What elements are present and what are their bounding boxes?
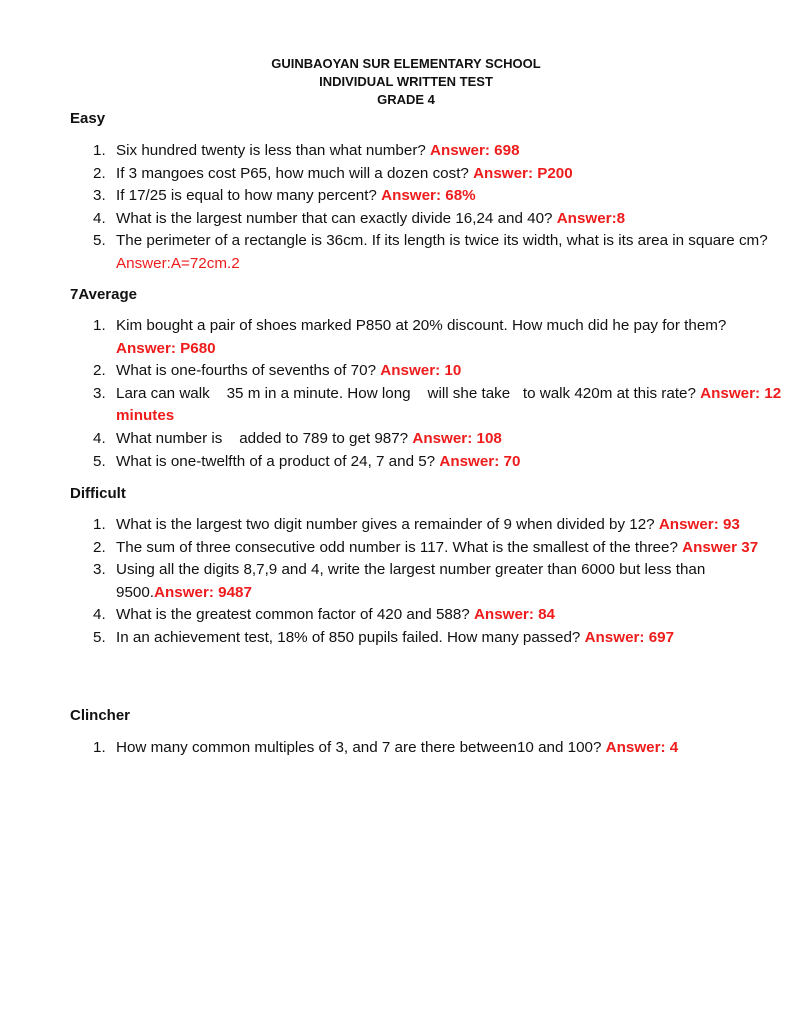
question-item (116, 537, 786, 560)
section-title-easy: Easy (70, 110, 106, 127)
question-text: Lara can walk 35 m in a minute. How long will she take to walk 420m at this rate? (116, 384, 701, 402)
question-item (116, 514, 786, 537)
answer-text: Answer: 698 (430, 142, 520, 159)
answer-text: Answer 37 (682, 538, 759, 556)
school-name: GUINBAOYAN SUR ELEMENTARY SCHOOL (271, 56, 541, 71)
average-question-list (70, 315, 786, 473)
question-text: If 3 mangoes cost P65, how much will a dozen cost? (116, 164, 474, 182)
document-header (0, 55, 812, 109)
answer-text: Answer: 697 (584, 628, 675, 646)
question-item (116, 627, 786, 650)
answer-text: Answer: 108 (412, 429, 502, 447)
question-item (116, 315, 786, 360)
answer-text: Answer: 70 (439, 452, 521, 470)
answer-text: Answer: 84 (473, 606, 555, 624)
answer-text: Answer: 12 minutes (116, 384, 782, 425)
question-text: What is one-twelfth of a product of 24, 7 and 5? (116, 452, 440, 470)
answer-text: Answer: P200 (473, 164, 573, 182)
question-item (116, 428, 786, 451)
question-text: Kim bought a pair of shoes marked P850 at 20% discount. How much did he pay for them? (116, 317, 727, 334)
question-item (116, 383, 786, 428)
answer-text: Answer: 9487 (154, 583, 252, 601)
question-item (116, 559, 786, 604)
question-text: The perimeter of a rectangle is 36cm. If its length is twice its width, what is its area in square cm? (116, 232, 768, 250)
question-text: What is the greatest common factor of 420 and 588? (116, 606, 474, 624)
question-item (116, 185, 786, 208)
section-title-difficult: Difficult (70, 485, 126, 502)
question-text: What number is added to 789 to get 987? (116, 429, 413, 447)
test-title: INDIVIDUAL WRITTEN TEST (319, 74, 493, 89)
answer-text: Answer: 4 (605, 739, 679, 756)
answer-text: Answer:8 (556, 209, 626, 227)
question-item (116, 604, 786, 627)
question-item (116, 208, 786, 231)
question-text: If 17/25 is equal to how many percent? (116, 187, 382, 205)
clincher-question-list (70, 737, 786, 760)
question-item (116, 737, 786, 760)
question-text: What is one-fourths of sevenths of 70? (116, 362, 381, 380)
answer-text: Answer: 68% (381, 187, 476, 205)
section-title-clincher: Clincher (70, 707, 131, 724)
question-text: How many common multiples of 3, and 7 are there between10 and 100? (116, 739, 606, 756)
question-item (116, 230, 786, 275)
question-text: In an achievement test, 18% of 850 pupils failed. How many passed? (116, 628, 585, 646)
answer-text: Answer: 93 (658, 516, 740, 533)
question-item (116, 140, 786, 163)
answer-text: Answer:A=72cm.2 (116, 254, 240, 272)
easy-question-list (70, 140, 786, 276)
question-text: Six hundred twenty is less than what number? (116, 142, 431, 159)
grade-label: GRADE 4 (377, 92, 435, 107)
question-text: Using all the digits 8,7,9 and 4, write the largest number greater than 6000 but less than 9500. (116, 561, 706, 601)
question-item (116, 360, 786, 383)
question-text: What is the largest two digit number gives a remainder of 9 when divided by 12? (116, 516, 659, 533)
question-text: What is the largest number that can exactly divide 16,24 and 40? (116, 209, 557, 227)
section-title-average: 7Average (70, 286, 137, 303)
question-item (116, 163, 786, 186)
difficult-question-list (70, 514, 786, 650)
question-item (116, 451, 786, 474)
answer-text: Answer: P680 (116, 339, 216, 357)
answer-text: Answer: 10 (380, 362, 462, 380)
question-text: The sum of three consecutive odd number is 117. What is the smallest of the three? (116, 538, 683, 556)
